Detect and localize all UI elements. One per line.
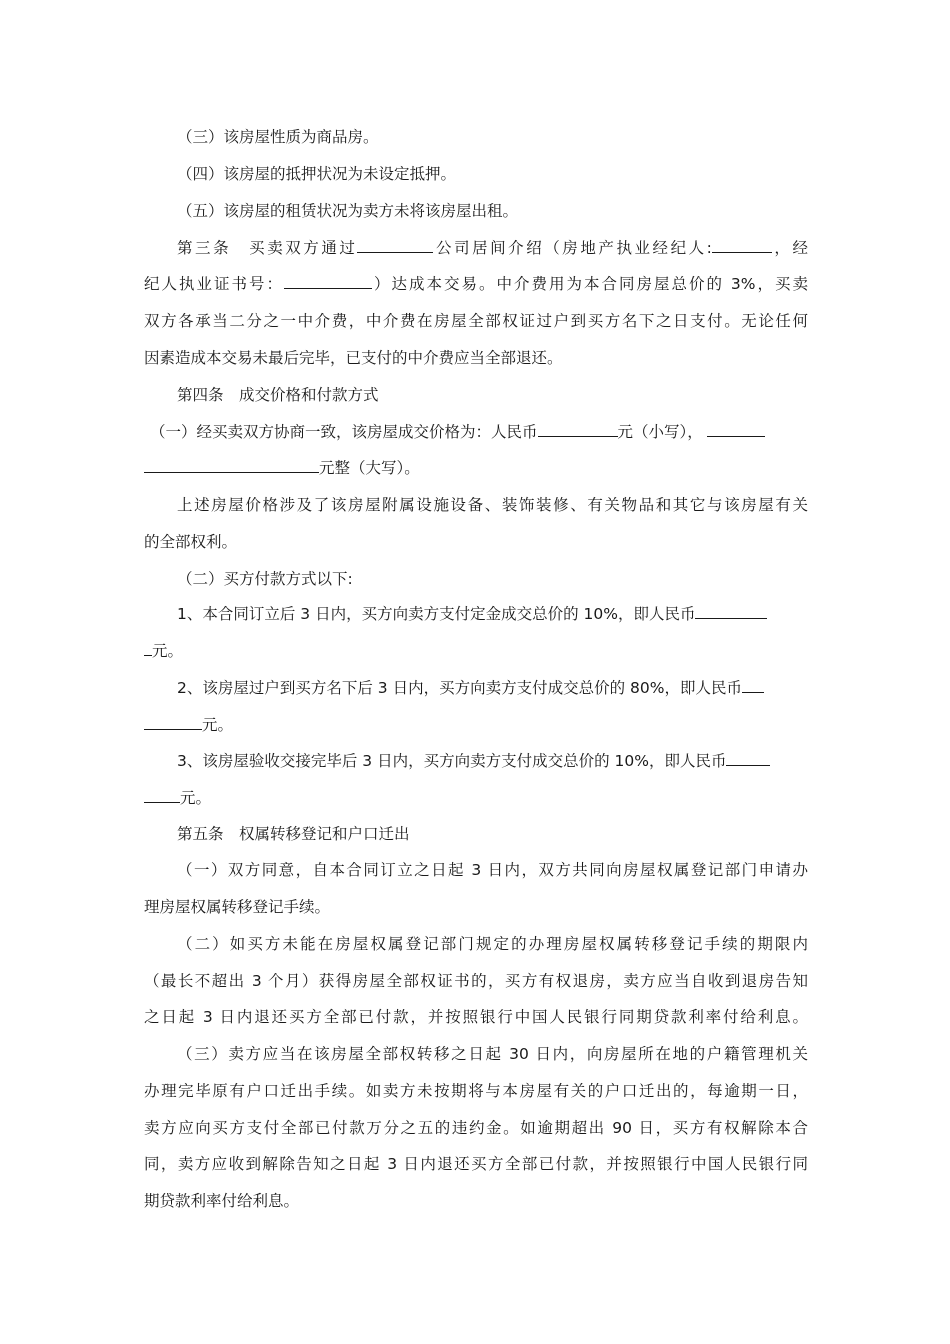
clause-5-item-3-line-1 bbox=[177, 1043, 808, 1065]
line-text: 理房屋权属转移登记手续。 bbox=[144, 898, 331, 916]
blank-second-payment bbox=[742, 677, 764, 693]
line-text: （四）该房屋的抵押状况为未设定抵押。 bbox=[177, 165, 457, 183]
clause-4-price-line-2 bbox=[144, 457, 808, 479]
clause-4-payment-heading bbox=[177, 568, 841, 590]
blank-cert-number bbox=[284, 273, 372, 289]
line-text: 办理完毕原有户口迁出手续。如卖方未按期将与本房屋有关的户口迁出的，每逾期一日， bbox=[144, 1082, 808, 1100]
payment-3-line-2 bbox=[144, 787, 808, 809]
line-text: （五）该房屋的租赁状况为卖方未将该房屋出租。 bbox=[177, 202, 519, 220]
clause-3-heading-line bbox=[177, 237, 808, 259]
line-text: （三）卖方应当在该房屋全部权转移之日起 30 日内，向房屋所在地的户籍管理机关 bbox=[177, 1045, 808, 1063]
clause-5-item-3-line-4 bbox=[144, 1153, 808, 1175]
blank-deposit-amount bbox=[695, 603, 767, 619]
line-text: 纪人执业证书号： bbox=[144, 275, 284, 293]
clause-4-heading bbox=[177, 384, 841, 406]
line-text: 2、该房屋过户到买方名下后 3 日内，买方向卖方支付成交总价的 80%，即人民币 bbox=[177, 679, 742, 697]
blank-agency-name bbox=[357, 237, 433, 253]
line-text: 第五条 权属转移登记和户口迁出 bbox=[177, 825, 410, 843]
line-text: 同，卖方应收到解除告知之日起 3 日内退还买方全部已付款，并按照银行中国人民银行同 bbox=[144, 1155, 808, 1173]
line-text: 公司居间介绍（房地产执业经纪人: bbox=[433, 239, 712, 257]
line-text: 之日起 3 日内退还买方全部已付款，并按照银行中国人民银行同期贷款利率付给利息。 bbox=[144, 1008, 808, 1026]
line-text: 元（小写）， bbox=[617, 423, 703, 441]
clause-5-item-3-line-5 bbox=[144, 1190, 808, 1212]
payment-1-line-1 bbox=[177, 603, 808, 625]
clause-2-item-3 bbox=[177, 126, 841, 148]
blank-deposit-amount-cont bbox=[144, 640, 152, 656]
clause-3-line-2 bbox=[144, 273, 808, 295]
blank-final-payment-cont bbox=[144, 787, 180, 803]
line-text: （最长不超出 3 个月）获得房屋全部权证书的，买方有权退房，卖方应当自收到退房告知 bbox=[144, 972, 808, 990]
line-text: 元。 bbox=[152, 642, 184, 660]
clause-5-item-1-line-1 bbox=[177, 859, 808, 881]
line-text: 元。 bbox=[180, 789, 212, 807]
line-text: 元整（大写）。 bbox=[319, 459, 420, 477]
clause-3-line-3 bbox=[144, 310, 808, 332]
line-text: （一）双方同意，自本合同订立之日起 3 日内，双方共同向房屋权属登记部门申请办 bbox=[177, 861, 808, 879]
line-text: （三）该房屋性质为商品房。 bbox=[177, 128, 379, 146]
blank-price-words bbox=[144, 457, 319, 473]
payment-3-line-1 bbox=[177, 750, 808, 772]
line-text: 因素造成本交易未最后完毕，已支付的中介费应当全部退还。 bbox=[144, 349, 563, 367]
line-text: 的全部权利。 bbox=[144, 533, 238, 551]
line-text: （二）买方付款方式以下: bbox=[177, 570, 353, 588]
line-text: ，经 bbox=[771, 239, 808, 257]
line-text: 1、本合同订立后 3 日内，买方向卖方支付定金成交总价的 10%，即人民币 bbox=[177, 605, 696, 623]
blank-price-figures bbox=[538, 421, 618, 437]
clause-5-item-2-line-2 bbox=[144, 970, 808, 992]
line-text: 双方各承当二分之一中介费，中介费在房屋全部权证过户到买方名下之日支付。无论任何 bbox=[144, 312, 808, 330]
line-text: 卖方应向买方支付全部已付款万分之五的违约金。如逾期超出 90 日，买方有权解除本合 bbox=[144, 1119, 808, 1137]
clause-4-price-line bbox=[150, 421, 808, 443]
clause-5-item-2-line-1 bbox=[177, 933, 808, 955]
blank-second-payment-cont bbox=[144, 714, 202, 730]
payment-2-line-2 bbox=[144, 714, 808, 736]
line-text: 第四条 成交价格和付款方式 bbox=[177, 386, 379, 404]
line-text: 元。 bbox=[202, 716, 234, 734]
clause-2-item-4 bbox=[177, 163, 841, 185]
blank-price-words-start bbox=[707, 421, 765, 437]
line-text: 期贷款利率付给利息。 bbox=[144, 1192, 300, 1210]
line-text: 3、该房屋验收交接完毕后 3 日内，买方向卖方支付成交总价的 10%，即人民币 bbox=[177, 752, 727, 770]
clause-3-line-4 bbox=[144, 347, 808, 369]
clause-4-note-line-2 bbox=[144, 531, 808, 553]
clause-5-item-3-line-3 bbox=[144, 1117, 808, 1139]
clause-2-item-5 bbox=[177, 200, 841, 222]
blank-agent-name bbox=[712, 237, 772, 253]
line-text: 上述房屋价格涉及了该房屋附属设施设备、装饰装修、有关物品和其它与该房屋有关 bbox=[177, 496, 808, 514]
payment-1-line-2 bbox=[144, 640, 808, 662]
clause-5-item-1-line-2 bbox=[144, 896, 808, 918]
blank-final-payment bbox=[726, 750, 770, 766]
clause-5-item-3-line-2 bbox=[144, 1080, 808, 1102]
clause-4-note-line-1 bbox=[177, 494, 808, 516]
line-text: ）达成本交易。中介费用为本合同房屋总价的 3%，买卖 bbox=[372, 275, 808, 293]
payment-2-line-1 bbox=[177, 677, 808, 699]
line-text: （二）如买方未能在房屋权属登记部门规定的办理房屋权属转移登记手续的期限内 bbox=[177, 935, 808, 953]
clause-5-item-2-line-3 bbox=[144, 1006, 808, 1028]
line-text: 第三条 买卖双方通过 bbox=[177, 239, 358, 257]
line-text: （一）经买卖双方协商一致，该房屋成交价格为：人民币 bbox=[150, 423, 538, 441]
clause-5-heading bbox=[177, 823, 841, 845]
